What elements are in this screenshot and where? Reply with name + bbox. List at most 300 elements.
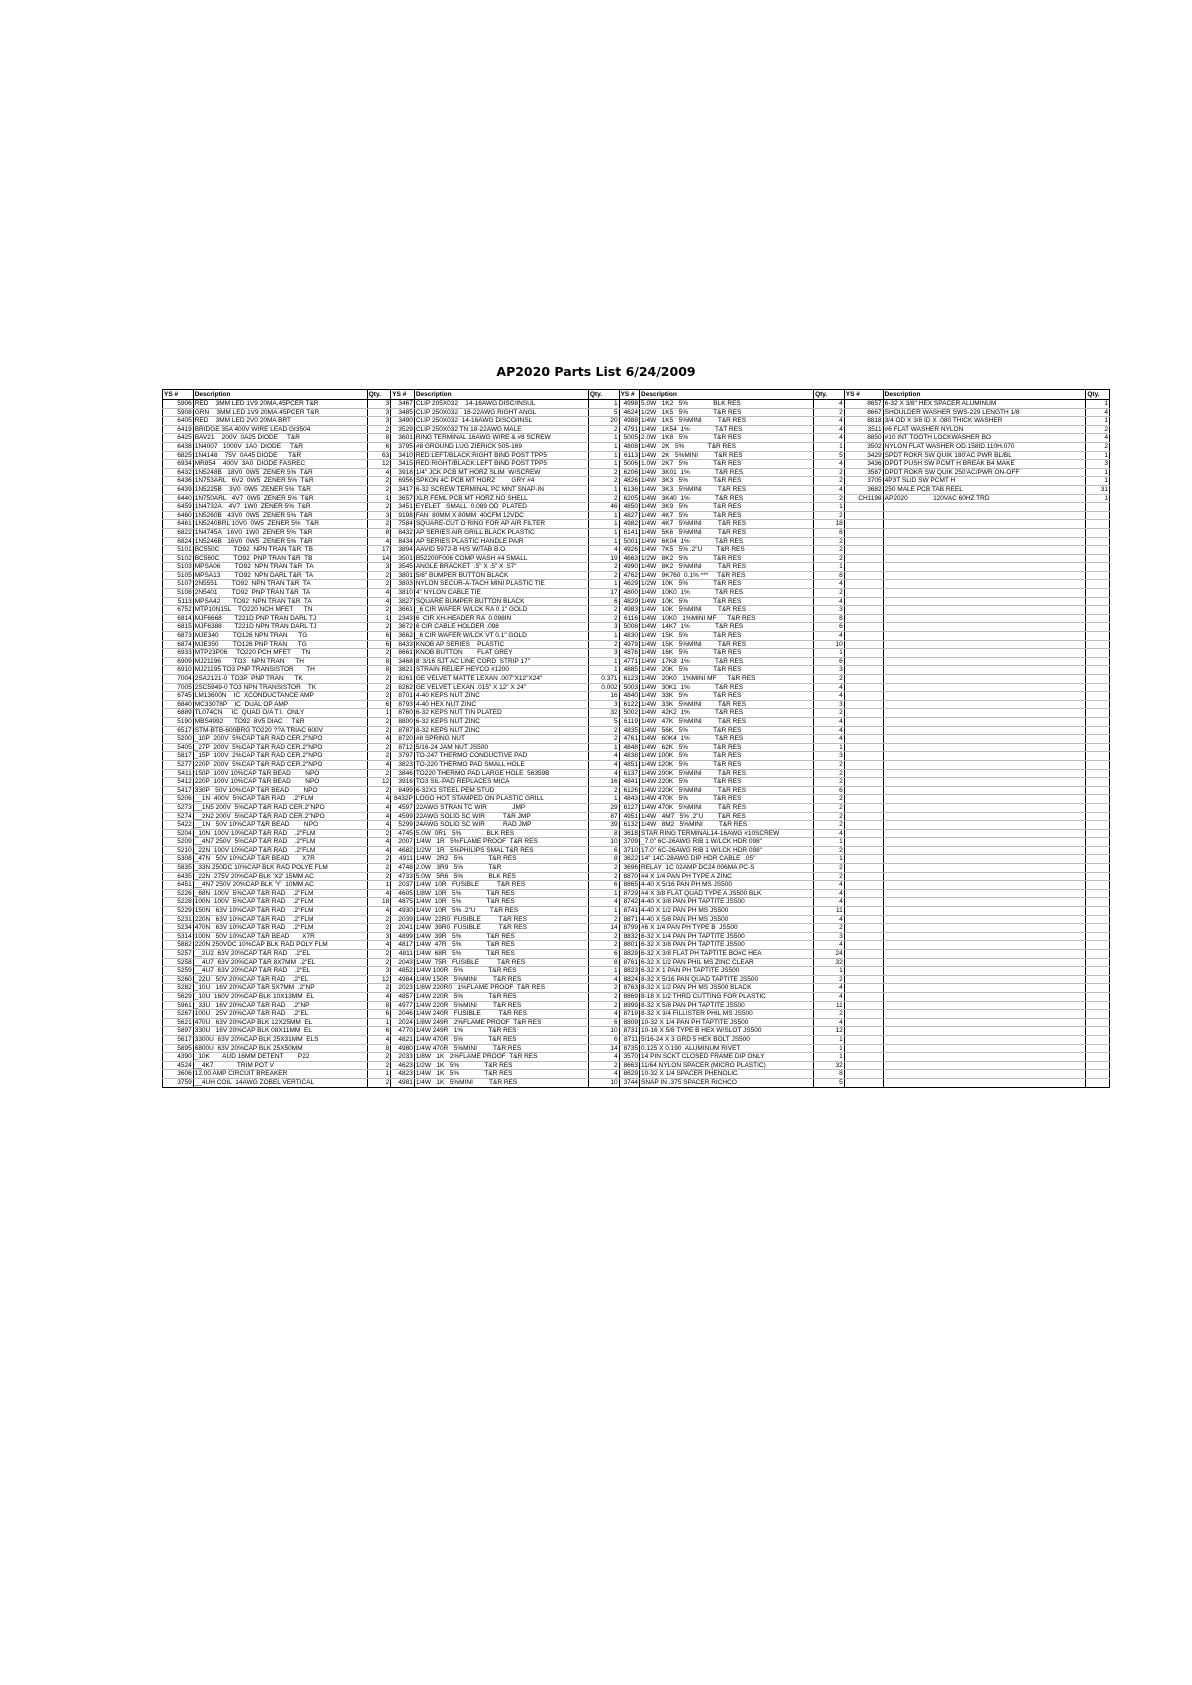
cell-qty-1: 8 bbox=[367, 528, 391, 537]
cell-ys-number-1: 6910 bbox=[163, 666, 194, 675]
cell-ys-number-3: 3709 bbox=[619, 838, 639, 847]
cell-ys-number-4 bbox=[844, 657, 883, 666]
cell-qty-4: 1 bbox=[1086, 477, 1110, 486]
cell-description-4 bbox=[883, 520, 1086, 529]
cell-ys-number-1: 5629 bbox=[163, 992, 194, 1001]
cell-ys-number-4 bbox=[844, 511, 883, 520]
cell-description-1: _27P 200V 5%CAP T&R RAD CER.2"NPO bbox=[193, 743, 367, 752]
cell-ys-number-2: 9198 bbox=[391, 511, 415, 520]
cell-description-4: AP2020 120VAC 60HZ TRD bbox=[883, 494, 1086, 503]
cell-ys-number-1: 5906 bbox=[163, 400, 194, 409]
cell-description-2: 1/4W 75R FUSIBLE T&R RES bbox=[414, 958, 588, 967]
cell-qty-1: 2 bbox=[367, 915, 391, 924]
cell-qty-1: 1 bbox=[367, 494, 391, 503]
cell-description-2: 1/8W 220R0 1%FLAME PROOF T&R RES bbox=[414, 984, 588, 993]
cell-description-2: #8 GROUND LUG ZIERICK 505-169 bbox=[414, 442, 588, 451]
cell-ys-number-3: 4663 bbox=[619, 554, 639, 563]
cell-qty-3: 4 bbox=[814, 881, 845, 890]
header-ys-3: YS # bbox=[619, 390, 639, 400]
cell-qty-3: 4 bbox=[814, 434, 845, 443]
cell-qty-1: 2 bbox=[367, 683, 391, 692]
cell-ys-number-2: 4821 bbox=[391, 1035, 415, 1044]
cell-description-2: CLIP 250X032 14-16AWG DISCO/INSL bbox=[414, 417, 588, 426]
cell-qty-4 bbox=[1086, 623, 1110, 632]
cell-ys-number-3: 6205 bbox=[619, 494, 639, 503]
cell-description-1: MPSA13 TO92 NPN DARL T&R TA bbox=[193, 571, 367, 580]
cell-description-3: 1/4W 2K 5%MINI T&R RES bbox=[640, 451, 814, 460]
cell-ys-number-4 bbox=[844, 769, 883, 778]
cell-qty-4 bbox=[1086, 1010, 1110, 1019]
cell-ys-number-4 bbox=[844, 666, 883, 675]
cell-qty-1: 4 bbox=[367, 889, 391, 898]
cell-description-4 bbox=[883, 803, 1086, 812]
cell-description-3: 4-40 X 5/8 PAN PH MS JS500 bbox=[640, 915, 814, 924]
cell-description-1: __1N5 200V 5%CAP T&R RAD CER.2"NPO bbox=[193, 803, 367, 812]
cell-ys-number-2: 4682 bbox=[391, 846, 415, 855]
cell-ys-number-1: 5897 bbox=[163, 1027, 194, 1036]
cell-description-1: MTP10N15L TO220 NCH MFET TN bbox=[193, 606, 367, 615]
cell-description-3: 1/4W 3K40 1% T&R RES bbox=[640, 494, 814, 503]
cell-qty-1: 4 bbox=[367, 735, 391, 744]
cell-ys-number-3: 8731 bbox=[619, 1027, 639, 1036]
cell-qty-4 bbox=[1086, 829, 1110, 838]
cell-ys-number-1: 5206 bbox=[163, 795, 194, 804]
cell-qty-3: 4 bbox=[814, 692, 845, 701]
cell-description-1: 1N750ARL 4V7 0W5 ZENER 5% T&R bbox=[193, 494, 367, 503]
cell-qty-2: 1 bbox=[588, 511, 619, 520]
cell-ys-number-3: 4808 bbox=[619, 442, 639, 451]
cell-qty-1: 1 bbox=[367, 709, 391, 718]
cell-description-3: #6 X 1/4 PAN PH TYPE B JS500 bbox=[640, 924, 814, 933]
cell-qty-4 bbox=[1086, 511, 1110, 520]
cell-qty-2: 6 bbox=[588, 846, 619, 855]
table-row bbox=[163, 726, 1110, 735]
cell-ys-number-1: 6405 bbox=[163, 417, 194, 426]
cell-qty-1: 2 bbox=[367, 649, 391, 658]
cell-description-2: 1/4W 39R0 FUSIBLE T&R RES bbox=[414, 924, 588, 933]
cell-qty-3: 4 bbox=[814, 889, 845, 898]
cell-qty-4 bbox=[1086, 889, 1110, 898]
cell-ys-number-1: 5314 bbox=[163, 932, 194, 941]
cell-description-2: 1/2W 1K 5% T&R RES bbox=[414, 1061, 588, 1070]
table-row bbox=[163, 872, 1110, 881]
cell-ys-number-4: 3502 bbox=[844, 442, 883, 451]
cell-description-1: MPSA42 TO92 NPN TRAN T&R TA bbox=[193, 597, 367, 606]
cell-qty-2: 29 bbox=[588, 803, 619, 812]
table-row bbox=[163, 460, 1110, 469]
cell-qty-3: 24 bbox=[814, 950, 845, 959]
cell-ys-number-3: 4629 bbox=[619, 580, 639, 589]
cell-qty-4 bbox=[1086, 649, 1110, 658]
cell-qty-3: 1 bbox=[814, 855, 845, 864]
cell-qty-2: 1 bbox=[588, 434, 619, 443]
cell-description-1: 2SA2121-0 TO3P PNP TRAN TK bbox=[193, 675, 367, 684]
cell-ys-number-3: 8629 bbox=[619, 1070, 639, 1079]
cell-description-2: 4" NYLON CABLE TIE bbox=[414, 589, 588, 598]
cell-qty-3: 3 bbox=[814, 606, 845, 615]
cell-description-4 bbox=[883, 984, 1086, 993]
cell-description-3: 2.0W 1K8 5% T&R RES bbox=[640, 434, 814, 443]
cell-qty-3: 5 bbox=[814, 451, 845, 460]
cell-ys-number-4 bbox=[844, 580, 883, 589]
cell-qty-2: 1 bbox=[588, 537, 619, 546]
cell-qty-1: 3 bbox=[367, 563, 391, 572]
cell-ys-number-2: 3485 bbox=[391, 408, 415, 417]
cell-ys-number-3: 5006 bbox=[619, 460, 639, 469]
cell-ys-number-3: 3710 bbox=[619, 846, 639, 855]
cell-description-4 bbox=[883, 511, 1086, 520]
cell-ys-number-1: 6824 bbox=[163, 537, 194, 546]
cell-qty-1: 2 bbox=[367, 829, 391, 838]
cell-description-1: BC550C TO92 NPN TRAN T&R TB bbox=[193, 546, 367, 555]
cell-ys-number-3: 4838 bbox=[619, 752, 639, 761]
cell-qty-1: 8 bbox=[367, 657, 391, 666]
cell-ys-number-3: 4851 bbox=[619, 760, 639, 769]
cell-description-4 bbox=[883, 666, 1086, 675]
cell-description-3: 1.0W 2K7 5% T&R RES bbox=[640, 460, 814, 469]
cell-description-2: SQUARE-CUT O RING FOR AP AIR FILTER bbox=[414, 520, 588, 529]
table-row bbox=[163, 717, 1110, 726]
cell-description-1: 330U 16V 20%CAP BLK 08X11MM EL bbox=[193, 1027, 367, 1036]
cell-description-2: TO-220 THERMO PAD SMALL HOLE bbox=[414, 760, 588, 769]
cell-ys-number-2: 3795 bbox=[391, 442, 415, 451]
cell-qty-2: 14 bbox=[588, 1044, 619, 1053]
cell-qty-2: 1 bbox=[588, 460, 619, 469]
cell-description-2: 5.0W 5R6 5% BLK RES bbox=[414, 872, 588, 881]
cell-description-1: STM-BTB-600BRG TO220 ??A TRIAC 600V bbox=[193, 726, 367, 735]
cell-qty-1: 2 bbox=[367, 485, 391, 494]
cell-qty-4 bbox=[1086, 881, 1110, 890]
cell-qty-4 bbox=[1086, 915, 1110, 924]
table-row bbox=[163, 950, 1110, 959]
cell-description-4 bbox=[883, 1061, 1086, 1070]
header-description-4: Description bbox=[883, 390, 1086, 400]
cell-ys-number-1: 5229 bbox=[163, 907, 194, 916]
cell-description-3: 1/4W 220K 5%MINI T&R RES bbox=[640, 786, 814, 795]
cell-description-1: __4U7 63V 20%CAP T&R 8X7MM .2"EL bbox=[193, 958, 367, 967]
cell-qty-3: 4 bbox=[814, 485, 845, 494]
cell-description-4: #6 FLAT WASHER NYLON bbox=[883, 425, 1086, 434]
cell-description-1: _47N 50V 10%CAP T&R BEAD X7R bbox=[193, 855, 367, 864]
table-row bbox=[163, 889, 1110, 898]
cell-qty-4: 1 bbox=[1086, 400, 1110, 409]
cell-description-3: 1/4W 15K 5% T&R RES bbox=[640, 632, 814, 641]
cell-ys-number-2: 3797 bbox=[391, 752, 415, 761]
cell-ys-number-3: 4876 bbox=[619, 649, 639, 658]
cell-ys-number-4 bbox=[844, 992, 883, 1001]
cell-qty-2: 1 bbox=[588, 632, 619, 641]
cell-qty-1: 1 bbox=[367, 881, 391, 890]
cell-qty-2: 5 bbox=[588, 408, 619, 417]
cell-description-3: RELAY 1C 02AMP DC24 006MA PC-S bbox=[640, 864, 814, 873]
cell-qty-1: 4 bbox=[367, 795, 391, 804]
cell-description-1: MJ21195 TO3 PNP TRANSISTOR TH bbox=[193, 666, 367, 675]
cell-qty-4 bbox=[1086, 1078, 1110, 1087]
cell-ys-number-3: 8870 bbox=[619, 872, 639, 881]
cell-description-3: 1/4W 4K7 5%MINI T&R RES bbox=[640, 520, 814, 529]
cell-ys-number-1: 5102 bbox=[163, 554, 194, 563]
cell-qty-1: 2 bbox=[367, 1061, 391, 1070]
cell-description-4 bbox=[883, 864, 1086, 873]
cell-ys-number-4 bbox=[844, 640, 883, 649]
cell-qty-1: 2 bbox=[367, 864, 391, 873]
cell-ys-number-2: 4597 bbox=[391, 803, 415, 812]
cell-description-2: 1/4W 150R 5%MINI T&R RES bbox=[414, 975, 588, 984]
cell-qty-2: 4 bbox=[588, 1053, 619, 1062]
cell-ys-number-2: 3823 bbox=[391, 760, 415, 769]
cell-description-3: 1/4W 100K 5% T&R RES bbox=[640, 752, 814, 761]
cell-ys-number-1: 6822 bbox=[163, 528, 194, 537]
cell-description-3: 6-32 X 1 PAN PH TAPTITE JS500 bbox=[640, 967, 814, 976]
cell-description-1: RED 3MM LED 2V0 20MA BRT bbox=[193, 417, 367, 426]
cell-qty-4 bbox=[1086, 1053, 1110, 1062]
cell-qty-4: 4 bbox=[1086, 408, 1110, 417]
cell-ys-number-1: 7005 bbox=[163, 683, 194, 692]
cell-ys-number-2: 4748 bbox=[391, 864, 415, 873]
cell-ys-number-1: 5895 bbox=[163, 1044, 194, 1053]
table-row bbox=[163, 589, 1110, 598]
cell-description-2: 6-32 KEPS NUT ZINC bbox=[414, 717, 588, 726]
cell-ys-number-4 bbox=[844, 812, 883, 821]
header-qty-2: Qty. bbox=[588, 390, 619, 400]
cell-ys-number-2: 4599 bbox=[391, 812, 415, 821]
cell-description-2: B52200F006 COMP WASH #4 SMALL bbox=[414, 554, 588, 563]
cell-qty-2: 0.371 bbox=[588, 675, 619, 684]
cell-description-1: MJ21196 TO3 NPN TRAN TH bbox=[193, 657, 367, 666]
cell-qty-1: 6 bbox=[367, 1027, 391, 1036]
cell-qty-2: 1 bbox=[588, 580, 619, 589]
cell-qty-4 bbox=[1086, 597, 1110, 606]
cell-description-3: SNAP IN .375 SPACER RICHCO bbox=[640, 1078, 814, 1087]
cell-description-3: 1/4W 17K8 1% T&R RES bbox=[640, 657, 814, 666]
cell-qty-1: 4 bbox=[367, 846, 391, 855]
cell-qty-4 bbox=[1086, 503, 1110, 512]
cell-qty-3: 8 bbox=[814, 614, 845, 623]
cell-description-4 bbox=[883, 889, 1086, 898]
cell-qty-4 bbox=[1086, 657, 1110, 666]
cell-description-1: _10U 16V 20%CAP T&R 5X7MM .2"NP bbox=[193, 984, 367, 993]
cell-description-2: 8' 3/16 SJT AC LINE CORD STRIP 17" bbox=[414, 657, 588, 666]
cell-qty-2: 2 bbox=[588, 932, 619, 941]
cell-description-2: 4-40 HEX NUT ZINC bbox=[414, 700, 588, 709]
cell-ys-number-3: 4848 bbox=[619, 743, 639, 752]
cell-description-1: LM13600N IC XCONDUCTANCE AMP bbox=[193, 692, 367, 701]
cell-description-1: _68N 100V 5%CAP T&R RAD .2"FLM bbox=[193, 889, 367, 898]
cell-description-3: 1/4W 120K 5% T&R RES bbox=[640, 760, 814, 769]
cell-ys-number-1: 6934 bbox=[163, 460, 194, 469]
cell-ys-number-3: 4791 bbox=[619, 425, 639, 434]
cell-qty-1: 2 bbox=[367, 769, 391, 778]
cell-description-2: 1/4W 68R 5% T&R RES bbox=[414, 950, 588, 959]
cell-qty-4 bbox=[1086, 984, 1110, 993]
cell-ys-number-3: 4850 bbox=[619, 503, 639, 512]
cell-description-4 bbox=[883, 846, 1086, 855]
cell-ys-number-3: 8663 bbox=[619, 1061, 639, 1070]
cell-qty-4 bbox=[1086, 1018, 1110, 1027]
cell-qty-2: 1 bbox=[588, 451, 619, 460]
cell-ys-number-2: 3894 bbox=[391, 546, 415, 555]
cell-ys-number-4 bbox=[844, 872, 883, 881]
table-row bbox=[163, 597, 1110, 606]
cell-ys-number-2: 4817 bbox=[391, 941, 415, 950]
cell-description-2: #8 SPRING NUT bbox=[414, 735, 588, 744]
table-row bbox=[163, 1018, 1110, 1027]
cell-qty-1: 2 bbox=[367, 786, 391, 795]
cell-description-3: 1/4W 33K 5%MINI T&R RES bbox=[640, 700, 814, 709]
cell-description-1: __4N7 250V 20%CAP BLK 'Y' 10MM AC bbox=[193, 881, 367, 890]
cell-description-3: 14 PIN SCKT CLOSED FRAME DIP ONLY bbox=[640, 1053, 814, 1062]
cell-qty-4 bbox=[1086, 528, 1110, 537]
table-row bbox=[163, 941, 1110, 950]
cell-qty-4 bbox=[1086, 872, 1110, 881]
cell-ys-number-3: 4829 bbox=[619, 597, 639, 606]
cell-qty-2: 4 bbox=[588, 1070, 619, 1079]
cell-qty-2: 1 bbox=[588, 666, 619, 675]
cell-ys-number-2: 8661 bbox=[391, 649, 415, 658]
cell-description-4 bbox=[883, 769, 1086, 778]
cell-qty-2: 2 bbox=[588, 1001, 619, 1010]
cell-qty-1: 3 bbox=[367, 408, 391, 417]
cell-qty-2: 4 bbox=[588, 752, 619, 761]
cell-ys-number-2: 8787 bbox=[391, 726, 415, 735]
cell-ys-number-1: 6459 bbox=[163, 503, 194, 512]
cell-ys-number-4 bbox=[844, 1027, 883, 1036]
cell-description-4 bbox=[883, 692, 1086, 701]
page-title: AP2020 Parts List 6/24/2009 bbox=[496, 364, 696, 379]
cell-qty-3: 8 bbox=[814, 571, 845, 580]
cell-qty-3: 2 bbox=[814, 872, 845, 881]
table-row bbox=[163, 546, 1110, 555]
cell-qty-3: 2 bbox=[814, 554, 845, 563]
cell-qty-3: 2 bbox=[814, 546, 845, 555]
cell-qty-3: 12 bbox=[814, 1027, 845, 1036]
cell-qty-2: 2 bbox=[588, 726, 619, 735]
table-row bbox=[163, 803, 1110, 812]
cell-description-1: 100N 100V 5%CAP T&R RAD .2"FLM bbox=[193, 898, 367, 907]
table-row bbox=[163, 907, 1110, 916]
table-row bbox=[163, 528, 1110, 537]
cell-description-3: 1/4W 16K 5% T&R RES bbox=[640, 649, 814, 658]
cell-description-1: __4UH COIL 14AWG ZOBEL VERTICAL bbox=[193, 1078, 367, 1087]
cell-ys-number-2: 6956 bbox=[391, 477, 415, 486]
cell-qty-3: 6 bbox=[814, 623, 845, 632]
cell-ys-number-3: 4982 bbox=[619, 520, 639, 529]
cell-qty-3: 11 bbox=[814, 1001, 845, 1010]
cell-qty-2: 6 bbox=[588, 950, 619, 959]
cell-ys-number-1: 5231 bbox=[163, 915, 194, 924]
table-row bbox=[163, 666, 1110, 675]
cell-ys-number-1: 6438 bbox=[163, 442, 194, 451]
cell-qty-3: 1 bbox=[814, 838, 845, 847]
cell-ys-number-3: 4762 bbox=[619, 571, 639, 580]
cell-qty-2: 1 bbox=[588, 743, 619, 752]
table-row bbox=[163, 795, 1110, 804]
cell-description-3: 10-16 X 5/8 TYPE B HEX W/SLOT JS500 bbox=[640, 1027, 814, 1036]
cell-ys-number-3: 6127 bbox=[619, 803, 639, 812]
cell-description-1: 220N 250VDC 10%CAP BLK RAD POLY FLM bbox=[193, 941, 367, 950]
cell-qty-4 bbox=[1086, 1044, 1110, 1053]
cell-qty-2: 3 bbox=[588, 623, 619, 632]
cell-ys-number-3: 4830 bbox=[619, 632, 639, 641]
cell-qty-3: 3 bbox=[814, 666, 845, 675]
cell-ys-number-3: 6136 bbox=[619, 485, 639, 494]
cell-ys-number-3: 6206 bbox=[619, 468, 639, 477]
cell-qty-3: 4 bbox=[814, 1018, 845, 1027]
cell-ys-number-2: 2043 bbox=[391, 958, 415, 967]
cell-ys-number-2: 2024 bbox=[391, 1018, 415, 1027]
cell-qty-4 bbox=[1086, 683, 1110, 692]
cell-description-1: __2N2 200V 5%CAP T&R RAD CER.2"NPO bbox=[193, 812, 367, 821]
cell-ys-number-1: 5412 bbox=[163, 778, 194, 787]
cell-qty-2: 4 bbox=[588, 898, 619, 907]
cell-description-2: 1/8W 249R 2%FLAME PROOF T&R RES bbox=[414, 1018, 588, 1027]
cell-ys-number-1: 6933 bbox=[163, 649, 194, 658]
cell-qty-3: 2 bbox=[814, 675, 845, 684]
cell-ys-number-1: 5107 bbox=[163, 580, 194, 589]
cell-ys-number-1: 6460 bbox=[163, 511, 194, 520]
cell-qty-1: 2 bbox=[367, 726, 391, 735]
cell-qty-2: 2 bbox=[588, 915, 619, 924]
cell-ys-number-2: 3529 bbox=[391, 425, 415, 434]
cell-description-4 bbox=[883, 700, 1086, 709]
cell-ys-number-2: 8499 bbox=[391, 786, 415, 795]
cell-ys-number-1: 5274 bbox=[163, 812, 194, 821]
cell-ys-number-2: 4605 bbox=[391, 889, 415, 898]
cell-ys-number-2: 3661 bbox=[391, 606, 415, 615]
cell-description-2: 1/4W 10R 5% .2"U T&R RES bbox=[414, 907, 588, 916]
cell-ys-number-2: 4981 bbox=[391, 1078, 415, 1087]
cell-qty-4: 4 bbox=[1086, 434, 1110, 443]
cell-ys-number-2: 3918 bbox=[391, 468, 415, 477]
cell-ys-number-1: 5260 bbox=[163, 975, 194, 984]
cell-description-4: DPDT PUSH SW PCMT H BREAK B4 MAKE bbox=[883, 460, 1086, 469]
cell-qty-4: 1 bbox=[1086, 451, 1110, 460]
table-row bbox=[163, 709, 1110, 718]
cell-description-3: 1/4W 8M2 5%MINI T&R RES bbox=[640, 821, 814, 830]
cell-ys-number-2: 3451 bbox=[391, 503, 415, 512]
table-row bbox=[163, 657, 1110, 666]
cell-ys-number-1: 6432 bbox=[163, 468, 194, 477]
cell-ys-number-1: 5190 bbox=[163, 717, 194, 726]
table-row bbox=[163, 735, 1110, 744]
cell-ys-number-3: 4826 bbox=[619, 477, 639, 486]
cell-qty-2: 20 bbox=[588, 417, 619, 426]
cell-qty-1: 2 bbox=[367, 872, 391, 881]
cell-qty-3: 2 bbox=[814, 468, 845, 477]
table-row bbox=[163, 554, 1110, 563]
cell-qty-1: 1 bbox=[367, 1018, 391, 1027]
cell-qty-3: 18 bbox=[814, 520, 845, 529]
cell-description-1: 12.00 AMP CIRCUIT BREAKER bbox=[193, 1070, 367, 1079]
cell-ys-number-1: 5417 bbox=[163, 786, 194, 795]
cell-qty-3: 2 bbox=[814, 1010, 845, 1019]
table-row bbox=[163, 425, 1110, 434]
cell-ys-number-2: 5299 bbox=[391, 821, 415, 830]
cell-description-2: _6 CIR WAFER W/LCK RA 0.1" GOLD bbox=[414, 606, 588, 615]
cell-description-1: MTP23P06 TO220 PCH MFET TN bbox=[193, 649, 367, 658]
cell-description-1: BAV21 200V 0A25 DIODE T&R bbox=[193, 434, 367, 443]
cell-description-2: FAN 80MM X 80MM 40CFM 12VDC bbox=[414, 511, 588, 520]
cell-ys-number-3: 8719 bbox=[619, 1010, 639, 1019]
cell-ys-number-1: 6517 bbox=[163, 726, 194, 735]
cell-qty-4: 2 bbox=[1086, 442, 1110, 451]
cell-qty-2: 2 bbox=[588, 941, 619, 950]
cell-qty-4 bbox=[1086, 855, 1110, 864]
cell-ys-number-1: 5228 bbox=[163, 898, 194, 907]
cell-description-1: 470N 63V 10%CAP T&R RAD .2"FLM bbox=[193, 924, 367, 933]
cell-ys-number-4 bbox=[844, 623, 883, 632]
cell-ys-number-4: 3436 bbox=[844, 460, 883, 469]
